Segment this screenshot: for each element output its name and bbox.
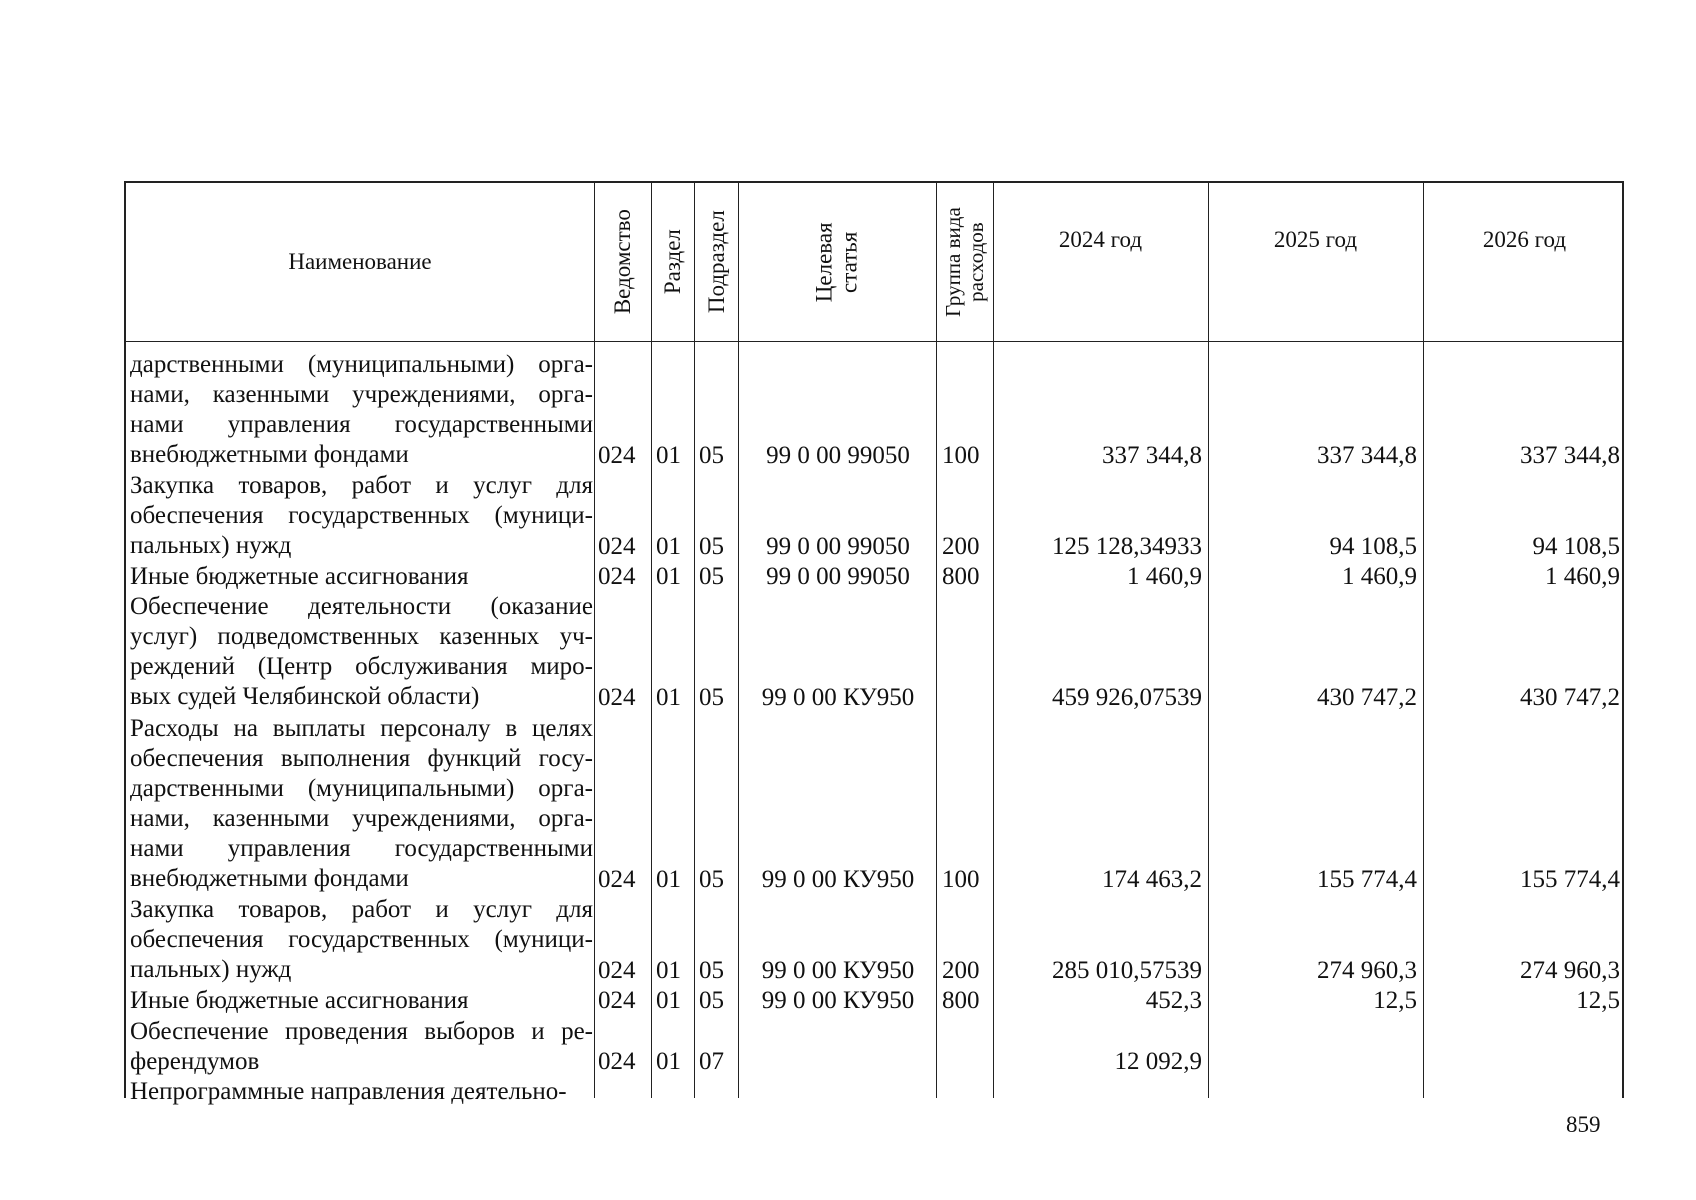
row-name-line: ферендумов (130, 1047, 260, 1075)
header-name (126, 183, 594, 341)
row-gruppa: 800 (942, 987, 980, 1015)
header-vedomstvo-label: Ведомство (609, 209, 635, 315)
row-gruppa: 100 (942, 866, 980, 894)
row-2024: 174 463,2 (1102, 866, 1202, 894)
row-2025: 94 108,5 (1329, 532, 1417, 560)
row-celevaya: 99 0 00 99050 (766, 441, 910, 469)
row-name (130, 592, 593, 712)
row-podrazdel: 05 (699, 684, 724, 712)
row-2024: 337 344,8 (1102, 441, 1202, 469)
row-name-line: Закупка товаров, работ и услуг для (130, 472, 593, 500)
header-gruppa (936, 183, 993, 341)
row-2026: 94 108,5 (1532, 532, 1620, 560)
header-razdel (651, 183, 694, 341)
row-name-line: нами управления государственными (130, 411, 593, 438)
row-name (130, 986, 593, 1016)
row-name-line: нами управления государственными (130, 834, 593, 862)
table-row (126, 350, 1622, 471)
row-2026: 12,5 (1576, 987, 1620, 1015)
table-row (126, 986, 1622, 1016)
row-name (130, 1077, 593, 1107)
header-celevaya-line2: статья (836, 231, 862, 293)
row-celevaya: 99 0 00 КУ950 (761, 684, 915, 712)
row-gruppa: 100 (942, 441, 980, 469)
row-podrazdel: 05 (699, 987, 724, 1015)
table-row (126, 562, 1622, 592)
page-number: 859 (1566, 1112, 1601, 1137)
row-name-line: Иные бюджетные ассигнования (130, 987, 469, 1015)
row-razdel: 01 (656, 532, 681, 560)
row-2024: 459 926,07539 (1052, 684, 1202, 712)
row-razdel: 01 (656, 866, 681, 894)
row-name (130, 471, 593, 561)
row-name-line: Обеспечение проведения выборов и ре- (130, 1017, 593, 1045)
table-row (126, 592, 1622, 713)
row-celevaya: 99 0 00 99050 (766, 563, 910, 591)
row-name-line: обеспечения государственных (муници- (130, 502, 593, 530)
row-name-line: Обеспечение деятельности (оказание (130, 593, 593, 621)
header-celevaya-label (812, 222, 863, 302)
row-name-line: Закупка товаров, работ и услуг для (130, 896, 593, 924)
header-podrazdel-label: Подраздел (703, 210, 729, 314)
row-2026: 430 747,2 (1520, 684, 1620, 712)
row-razdel: 01 (656, 1047, 681, 1075)
row-name-line: вых судей Челябинской области) (130, 683, 480, 711)
row-name (130, 350, 593, 470)
table-row (126, 1077, 1622, 1107)
header-2024 (993, 183, 1208, 341)
row-celevaya: 99 0 00 КУ950 (761, 987, 915, 1015)
row-razdel: 01 (656, 956, 681, 984)
row-name-line: пальных) нужд (130, 532, 292, 560)
row-name-line: Расходы на выплаты персоналу в целях (130, 714, 593, 742)
header-gruppa-label (941, 207, 987, 317)
row-name-line: дарственными (муниципальными) орга- (130, 774, 593, 802)
row-2026: 337 344,8 (1520, 441, 1620, 469)
row-celevaya: 99 0 00 99050 (766, 532, 910, 560)
row-name-line: нами, казенными учреждениями, орга- (130, 804, 593, 832)
row-name-line: обеспечения выполнения функций госу- (130, 744, 593, 772)
header-celevaya (738, 183, 936, 341)
row-vedomstvo: 024 (598, 441, 636, 469)
table-row (126, 471, 1622, 562)
row-name (130, 714, 593, 894)
row-razdel: 01 (656, 563, 681, 591)
row-podrazdel: 07 (699, 1047, 724, 1075)
row-2024: 12 092,9 (1114, 1047, 1202, 1075)
row-vedomstvo: 024 (598, 532, 636, 560)
header-2025-label: 2025 год (1273, 227, 1358, 252)
row-podrazdel: 05 (699, 532, 724, 560)
row-name-line: внебюджетными фондами (130, 864, 409, 892)
table-row (126, 1017, 1622, 1078)
row-2026: 274 960,3 (1520, 956, 1620, 984)
row-2025: 337 344,8 (1317, 441, 1417, 469)
header-vedomstvo (594, 183, 651, 341)
table-row (126, 895, 1622, 986)
row-name-line: Иные бюджетные ассигнования (130, 563, 469, 591)
header-podrazdel (694, 183, 738, 341)
row-2024: 1 460,9 (1127, 563, 1202, 591)
row-vedomstvo: 024 (598, 1047, 636, 1075)
row-vedomstvo: 024 (598, 956, 636, 984)
row-name-line: Непрограммные направления деятельно- (130, 1078, 567, 1106)
header-celevaya-line1: Целевая (811, 222, 837, 302)
row-gruppa: 200 (942, 956, 980, 984)
header-2025 (1208, 183, 1423, 341)
row-podrazdel: 05 (699, 866, 724, 894)
row-2024: 125 128,34933 (1052, 532, 1202, 560)
row-vedomstvo: 024 (598, 987, 636, 1015)
row-2026: 155 774,4 (1520, 866, 1620, 894)
row-name (130, 1017, 593, 1077)
row-podrazdel: 05 (699, 563, 724, 591)
row-gruppa: 800 (942, 563, 980, 591)
row-name-line: услуг) подведомственных казенных уч- (130, 623, 593, 651)
table-row (126, 714, 1622, 896)
row-podrazdel: 05 (699, 441, 724, 469)
row-name-line: реждений (Центр обслуживания миро- (130, 653, 593, 681)
row-vedomstvo: 024 (598, 563, 636, 591)
row-name (130, 562, 593, 592)
row-vedomstvo: 024 (598, 684, 636, 712)
row-name-line: пальных) нужд (130, 956, 292, 984)
budget-table (124, 181, 1624, 1106)
row-razdel: 01 (656, 684, 681, 712)
row-2025: 12,5 (1373, 987, 1417, 1015)
row-2025: 430 747,2 (1317, 684, 1417, 712)
row-celevaya: 99 0 00 КУ950 (761, 956, 915, 984)
row-name-line: внебюджетными фондами (130, 441, 409, 468)
row-2025: 155 774,4 (1317, 866, 1417, 894)
header-razdel-label: Раздел (659, 229, 685, 295)
row-2024: 285 010,57539 (1052, 956, 1202, 984)
row-2024: 452,3 (1145, 987, 1202, 1015)
header-2026-label: 2026 год (1482, 227, 1567, 252)
row-name (130, 895, 593, 985)
row-razdel: 01 (656, 441, 681, 469)
header-name-label: Наименование (288, 249, 432, 275)
header-gruppa-line1: Группа вида (940, 207, 965, 317)
row-celevaya: 99 0 00 КУ950 (761, 866, 915, 894)
header-2026 (1423, 183, 1626, 341)
row-name-line: нами, казенными учреждениями, орга- (130, 381, 593, 408)
row-podrazdel: 05 (699, 956, 724, 984)
header-divider (126, 341, 1622, 342)
row-2026: 1 460,9 (1545, 563, 1620, 591)
row-name-line: обеспечения государственных (муници- (130, 926, 593, 954)
row-2025: 1 460,9 (1342, 563, 1417, 591)
header-gruppa-line2: расходов (963, 222, 988, 302)
row-vedomstvo: 024 (598, 866, 636, 894)
header-2024-label: 2024 год (1058, 227, 1143, 252)
row-name-line: дарственными (муниципальными) орга- (130, 351, 593, 378)
row-gruppa: 200 (942, 532, 980, 560)
row-2025: 274 960,3 (1317, 956, 1417, 984)
row-razdel: 01 (656, 987, 681, 1015)
